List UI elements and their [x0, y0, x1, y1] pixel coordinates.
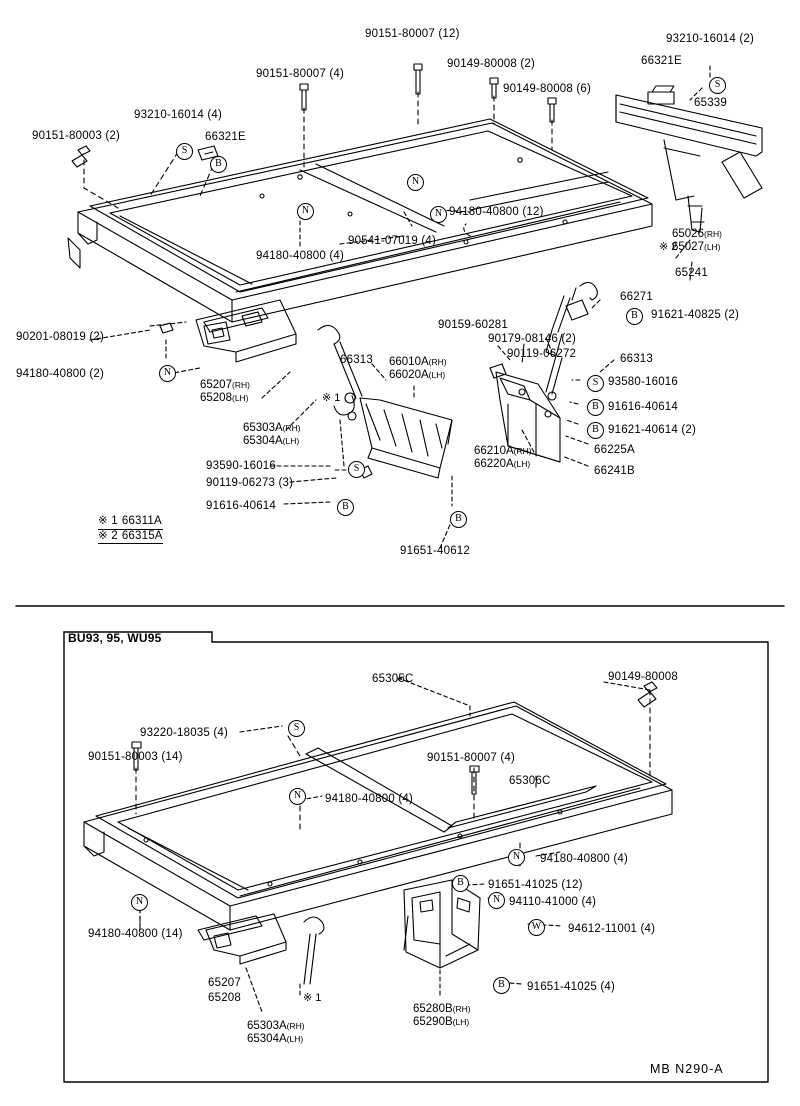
part-label-pair: 65207(RH) 65208(LH)	[200, 379, 250, 404]
marker-circle-n: N	[407, 174, 424, 191]
marker-circle-b: B	[626, 308, 643, 325]
marker-circle-n: N	[430, 206, 447, 223]
part-label: 93220-18035 (4)	[140, 727, 229, 739]
part-label: 66313	[620, 353, 653, 365]
figure-code: MB N290-A	[650, 1062, 724, 1076]
part-label-pair: 65280B(RH) 65290B(LH)	[413, 1003, 471, 1028]
marker-circle-b: B	[337, 499, 354, 516]
part-label: 66313	[340, 354, 373, 366]
marker-circle-b: B	[452, 875, 469, 892]
part-label: 94180-40800 (2)	[16, 368, 105, 380]
marker-circle-s: S	[709, 77, 726, 94]
part-label: 93590-16016	[206, 460, 276, 472]
part-label: 66321E	[205, 131, 246, 143]
part-label: 93580-16016	[608, 376, 678, 388]
part-label-pair: 66010A(RH) 66020A(LH)	[389, 356, 447, 381]
note-legend-mark: ※ 2	[98, 530, 118, 542]
part-label: 66225A	[594, 444, 635, 456]
part-label: 65305C	[372, 673, 414, 685]
part-label: 66321E	[641, 55, 682, 67]
part-label: 90151-80003 (14)	[88, 751, 183, 763]
part-label: 65306C	[509, 775, 551, 787]
marker-circle-b: B	[210, 156, 227, 173]
part-label-pair: 65303A(RH) 65304A(LH)	[243, 422, 301, 447]
part-label: 91651-41025 (4)	[527, 981, 616, 993]
marker-circle-n: N	[488, 892, 505, 909]
marker-circle-s: S	[176, 143, 193, 160]
marker-circle-n: N	[297, 203, 314, 220]
part-label: 90119-06273 (3)	[206, 477, 294, 489]
note-legend-mark: ※ 1	[98, 515, 118, 527]
part-label: 91651-41025 (12)	[488, 879, 583, 891]
marker-circle-w: W	[528, 919, 545, 936]
part-label: 93210-16014 (2)	[666, 33, 755, 45]
part-label: 94180-40800 (14)	[88, 928, 183, 940]
part-label: 91616-40614	[206, 500, 276, 512]
marker-circle-b: B	[450, 511, 467, 528]
part-label: 91621-40825 (2)	[651, 309, 740, 321]
marker-circle-n: N	[131, 894, 148, 911]
part-label: 93210-16014 (4)	[134, 109, 223, 121]
note-legend-code: 66311A	[121, 515, 162, 527]
marker-circle-s: S	[587, 375, 604, 392]
part-label: 90151-80003 (2)	[32, 130, 121, 142]
part-label: 65241	[675, 267, 708, 279]
marker-circle-b: B	[587, 399, 604, 416]
note-legend	[98, 515, 163, 544]
marker-circle-s: S	[288, 720, 305, 737]
part-label: 94110-41000 (4)	[509, 896, 597, 908]
note-marker: ※ 1	[303, 992, 322, 1004]
part-label: 90149-80008	[608, 671, 678, 683]
part-label: 66241B	[594, 465, 635, 477]
part-label: 90149-80008 (6)	[503, 83, 592, 95]
marker-circle-n: N	[159, 365, 176, 382]
part-label: 94180-40800 (4)	[325, 793, 414, 805]
marker-circle-n: N	[508, 849, 525, 866]
part-label: 65208	[208, 992, 241, 1004]
note-legend-code: 66315A	[121, 530, 163, 542]
part-label: 91616-40614	[608, 401, 678, 413]
part-label: 90149-80008 (2)	[447, 58, 536, 70]
part-label: 65207	[208, 977, 241, 989]
part-label: 91651-40612	[400, 545, 470, 557]
part-label: 90201-08019 (2)	[16, 331, 105, 343]
part-label: 90151-80007 (4)	[427, 752, 516, 764]
note-marker: ※ 1	[322, 392, 341, 404]
part-label: 65339	[694, 97, 727, 109]
part-label-pair: 65303A(RH) 65304A(LH)	[247, 1020, 305, 1045]
part-label-pair: 66210A(RH) 66220A(LH)	[474, 445, 532, 470]
part-label: 66271	[620, 291, 653, 303]
marker-circle-s: S	[348, 461, 365, 478]
section-title: BU93, 95, WU95	[68, 631, 162, 645]
marker-circle-n: N	[289, 788, 306, 805]
part-label: 94612-11001 (4)	[568, 923, 656, 935]
part-label-pair: 65026(RH) 65027(LH)	[672, 228, 722, 253]
part-label: 90159-60281	[438, 319, 508, 331]
part-label: 90179-08146 (2)	[488, 333, 577, 345]
note-marker: ※ 2	[659, 241, 678, 253]
part-label: 90151-80007 (12)	[365, 28, 460, 40]
part-label: 91621-40614 (2)	[608, 424, 697, 436]
part-label: 94180-40800 (4)	[540, 853, 629, 865]
part-label: 90119-06272	[507, 348, 577, 360]
part-label: 90541-07019 (4)	[348, 235, 437, 247]
marker-circle-b: B	[493, 977, 510, 994]
marker-circle-b: B	[587, 422, 604, 439]
part-label: 94180-40800 (12)	[449, 206, 544, 218]
part-label: 90151-80007 (4)	[256, 68, 345, 80]
part-label: 94180-40800 (4)	[256, 250, 345, 262]
